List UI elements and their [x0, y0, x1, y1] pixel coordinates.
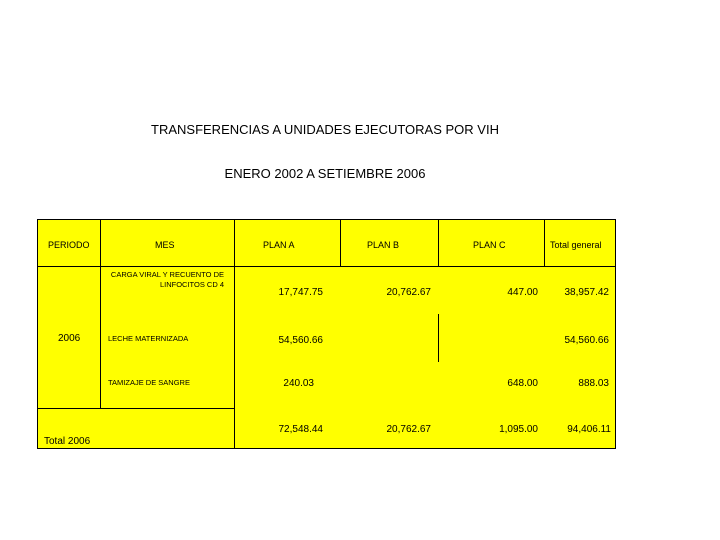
total-plan-c: 1,095.00 [499, 424, 538, 435]
col-divider-plan-b-row2 [438, 314, 439, 362]
total-plan-a: 72,548.44 [278, 424, 323, 435]
row1-plan-b: 20,762.67 [386, 287, 431, 298]
header-total: Total general [550, 240, 602, 250]
report-title: TRANSFERENCIAS A UNIDADES EJECUTORAS POR VIH [151, 122, 499, 137]
period-cell: 2006 [58, 333, 81, 344]
report-subtitle: ENERO 2002 A SETIEMBRE 2006 [224, 166, 426, 181]
total-plan-b: 20,762.67 [386, 424, 431, 435]
col-divider-periodo [100, 220, 101, 408]
col-divider-plan-a [340, 220, 341, 266]
header-plan-a: PLAN A [263, 240, 295, 250]
transfers-table [37, 219, 616, 449]
header-plan-b: PLAN B [367, 240, 400, 250]
total-row-divider [38, 408, 234, 409]
row2-total: 54,560.66 [564, 335, 609, 346]
row3-plan-c: 648.00 [507, 378, 538, 389]
col-divider-plan-b [438, 220, 439, 266]
row3-plan-a: 240.03 [283, 378, 314, 389]
header-periodo: PERIODO [48, 240, 90, 250]
header-divider [38, 266, 615, 267]
row1-mes: CARGA VIRAL Y RECUENTO DE LINFOCITOS CD 4 [110, 270, 224, 289]
header-plan-c: PLAN C [473, 240, 506, 250]
row1-total: 38,957.42 [564, 287, 609, 298]
header-mes: MES [155, 240, 175, 250]
row3-mes: TAMIZAJE DE SANGRE [108, 378, 190, 387]
row3-total: 888.03 [578, 378, 609, 389]
total-general: 94,406.11 [567, 424, 611, 435]
col-divider-plan-c [544, 220, 545, 266]
row2-mes: LECHE MATERNIZADA [108, 334, 189, 343]
col-divider-mes [234, 220, 235, 448]
row1-plan-a: 17,747.75 [278, 287, 323, 298]
total-label: Total 2006 [44, 436, 91, 447]
row2-plan-a: 54,560.66 [278, 335, 323, 346]
row1-plan-c: 447.00 [507, 287, 538, 298]
